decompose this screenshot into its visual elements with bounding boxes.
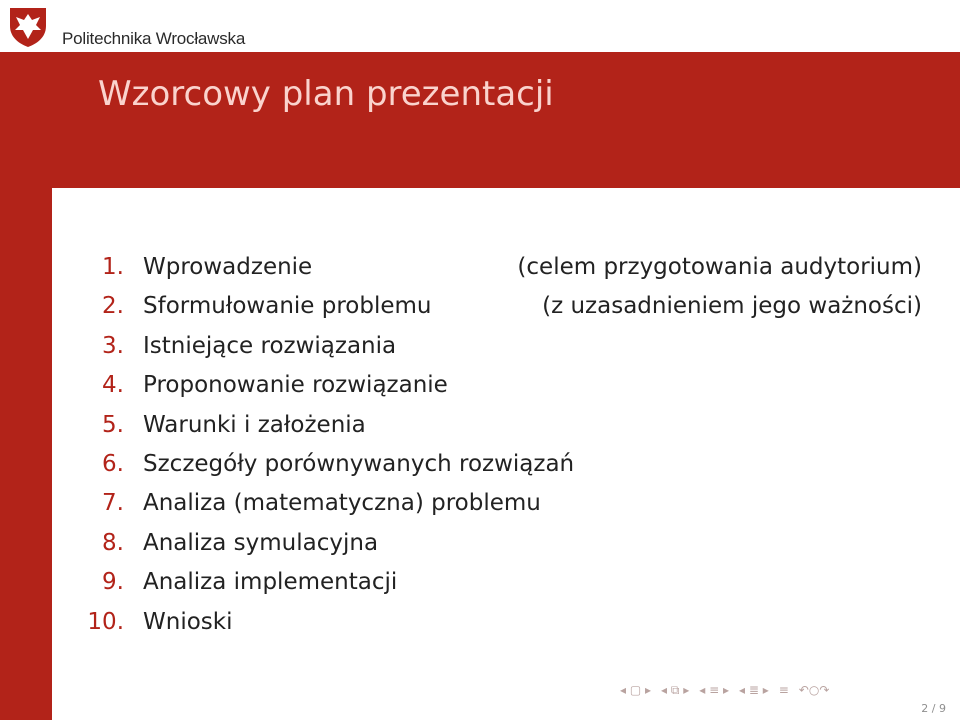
title-band (52, 52, 960, 188)
agenda-item (84, 406, 934, 445)
nav-subsection-icon[interactable]: ◂ ⧉ ▸ (661, 682, 690, 697)
agenda-item-label: Sformułowanie problemu (143, 293, 432, 320)
agenda-item (84, 563, 934, 602)
slide-title: Wzorcowy plan prezentacji (98, 74, 554, 114)
agenda-item-number: 6. (102, 450, 124, 477)
eagle-crest-icon (6, 4, 50, 48)
agenda-item (84, 327, 934, 366)
agenda-item-label: Szczegóły porównywanych rozwiązań (143, 450, 575, 477)
agenda-item-label: Wnioski (143, 608, 233, 635)
agenda-item-number: 7. (102, 490, 124, 517)
institution-name: Politechnika Wrocławska (62, 29, 246, 48)
agenda-item-number: 5. (102, 411, 124, 438)
header-bar (0, 0, 960, 52)
left-accent-bar (0, 52, 52, 720)
agenda-item-label: Warunki i założenia (143, 411, 366, 438)
agenda-item-number: 8. (102, 529, 124, 556)
agenda-item-number: 1. (102, 254, 124, 280)
agenda-item-label: Wprowadzenie (143, 254, 313, 280)
agenda-item-label: Proponowanie rozwiązanie (143, 372, 448, 399)
agenda-item-note: (z uzasadnieniem jego ważności) (542, 293, 922, 320)
agenda-item (84, 366, 934, 405)
nav-section-icon[interactable]: ◂ ≡ ▸ (699, 683, 729, 697)
agenda-list (84, 248, 934, 642)
nav-document-icon[interactable]: ◂ ≣ ▸ (739, 683, 769, 697)
agenda-item-number: 2. (102, 293, 124, 320)
agenda-item-number: 10. (87, 608, 124, 635)
agenda-item-label: Istniejące rozwiązania (143, 332, 397, 359)
agenda-item-number: 3. (102, 332, 124, 359)
agenda-item-note: (celem przygotowania audytorium) (517, 254, 922, 280)
agenda-item (84, 248, 934, 287)
agenda-item-label: Analiza (matematyczna) problemu (143, 490, 541, 517)
agenda-item-label: Analiza implementacji (143, 569, 398, 596)
agenda-item-number: 9. (102, 569, 124, 596)
nav-back-icon[interactable]: ≡ (778, 683, 789, 697)
agenda-item (84, 603, 934, 642)
nav-frame-icon[interactable]: ◂ ▢ ▸ (620, 683, 652, 697)
beamer-navigation (620, 680, 829, 700)
agenda-item-number: 4. (102, 372, 124, 399)
agenda-item (84, 445, 934, 484)
agenda-item (84, 524, 934, 563)
agenda-item-label: Analiza symulacyjna (143, 529, 379, 556)
page-number: 2 / 9 (921, 702, 946, 715)
agenda-item (84, 287, 934, 326)
nav-search-icon[interactable]: ↶○↷ (798, 683, 830, 697)
agenda-item (84, 484, 934, 523)
